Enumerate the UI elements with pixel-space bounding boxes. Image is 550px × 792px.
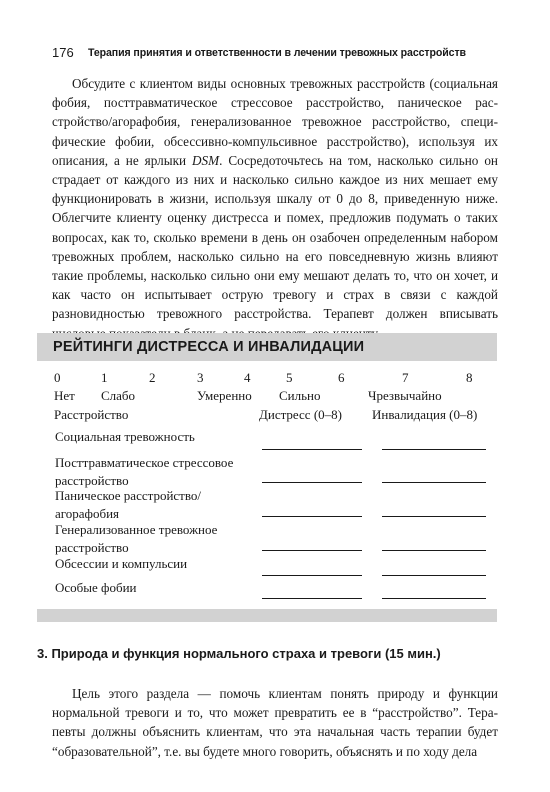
scale-number-2: 2 <box>149 370 156 385</box>
column-header-invalidation: Инвалидация (0–8) <box>372 407 478 422</box>
intro-text-part-1: Обсудите с клиентом виды основных тревожных расстройств (социальная фобия, посттравматическое стрессовое расстройство, паническое расстройство/агорафобия, генерализованное тревожное расстройство, специфические фобии, обсессивно-компульсивное расстройство), используя их описания, а не ярлыки <box>52 76 498 168</box>
scale-number-7: 7 <box>402 370 409 385</box>
item-social-anxiety: Социальная тревожность <box>55 429 195 444</box>
distress-blank-ptsd[interactable] <box>262 482 362 483</box>
item-ocd: Обсессии и компульсии <box>55 556 188 571</box>
scale-number-1: 1 <box>101 370 108 385</box>
invalidation-blank-ptsd[interactable] <box>382 482 486 483</box>
scale-label-none: Нет <box>54 388 75 403</box>
page-header <box>52 44 502 64</box>
scale-number-3: 3 <box>197 370 204 385</box>
scale-label-weak: Слабо <box>101 388 136 403</box>
dsm-italic: DSM <box>192 152 220 168</box>
scale-label-moderate: Умеренно <box>197 388 252 403</box>
page-number: 176 <box>52 45 74 60</box>
invalidation-blank-ocd[interactable] <box>382 575 486 576</box>
distress-blank-panic[interactable] <box>262 516 362 517</box>
scale-label-strong: Сильно <box>279 388 321 403</box>
invalidation-blank-panic[interactable] <box>382 516 486 517</box>
invalidation-blank-gad[interactable] <box>382 550 486 551</box>
ratings-box-title: РЕЙТИНГИ ДИСТРЕССА И ИНВАЛИДАЦИИ <box>53 339 365 355</box>
section-heading: 3. Природа и функция нормального страха и тревоги (15 мин.) <box>37 646 441 661</box>
scale-number-8: 8 <box>466 370 473 385</box>
distress-blank-phobias[interactable] <box>262 598 362 599</box>
distress-blank-gad[interactable] <box>262 550 362 551</box>
invalidation-blank-social-anxiety[interactable] <box>382 449 486 450</box>
intro-paragraph <box>52 74 498 343</box>
scale-number-0: 0 <box>54 370 61 385</box>
distress-blank-ocd[interactable] <box>262 575 362 576</box>
scale-number-4: 4 <box>244 370 251 385</box>
ratings-box-footer <box>37 609 497 622</box>
scale-label-extreme: Чрезвычайно <box>368 388 442 403</box>
item-specific-phobias: Особые фобии <box>55 580 137 595</box>
item-panic-agoraphobia: Паническое расстройство/ агорафобия <box>55 488 202 521</box>
section-paragraph: Цель этого раздела — помочь клиентам понять природу и функции нормальной тревоги и то, что может превратить ее в “расстройство”. Терапевты должны объяснить клиентам, что эта начальная часть терапии будет “образовательной”, т.е. вы будете много говорить, объяснять и по ходу дела <box>52 686 498 759</box>
distress-blank-social-anxiety[interactable] <box>262 449 362 450</box>
intro-text-part-2: . Сосредоточьтесь на том, насколько сильно он страдает от каждого из них и насколько сильно каждое из них мешает ему функционировать в жизни, используя шкалу от 0 до 8, приведенную ниже. Облегчите клиенту оценку дистресса и помех, предложив подумать о таких вопросах, как то, сколько времени в день он озабочен определенным набором тревожных проблем, насколько сильно на его повседневную жизнь влияют такие проблемы, насколько сильно они ему мешают делать то, что он хочет, и как часто он испытывает острую тревогу и страх в связи с каждой разновидностью тревожного расстройства. Терапевт должен вписывать <box>52 152 498 322</box>
item-ptsd: Посттравматическое стрессовое расстройство <box>55 455 234 488</box>
ratings-box-header <box>37 333 497 361</box>
column-header-disorder: Расстройство <box>54 407 129 422</box>
column-header-distress: Дистресс (0–8) <box>259 407 342 422</box>
running-title: Терапия принятия и ответственности в лечении тревожных расстройств <box>88 47 466 59</box>
scale-number-6: 6 <box>338 370 345 385</box>
scale-number-5: 5 <box>286 370 293 385</box>
item-gad: Генерализованное тревожное расстройство <box>55 522 218 555</box>
invalidation-blank-phobias[interactable] <box>382 598 486 599</box>
